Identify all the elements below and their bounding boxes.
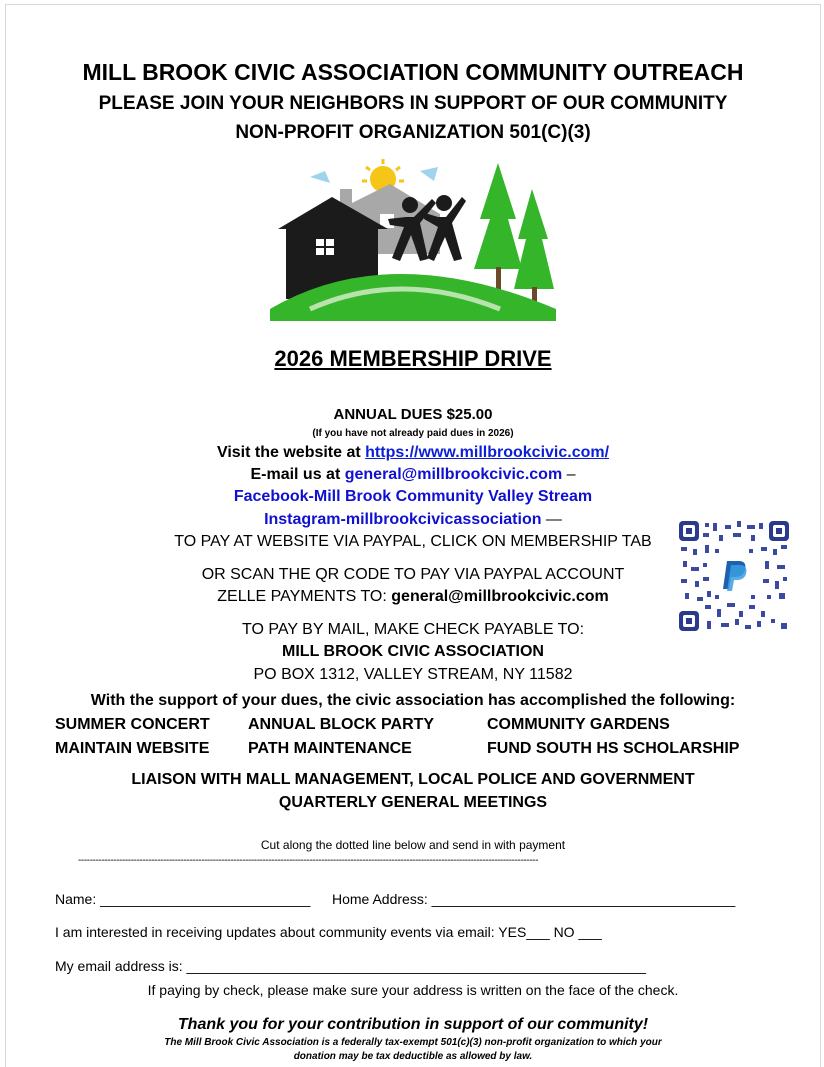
check-payee: MILL BROOK CIVIC ASSOCIATION xyxy=(282,643,544,660)
website-line: Visit the website at https://www.millbrookcivic.com/ xyxy=(216,444,610,461)
paypal-icon xyxy=(717,555,751,595)
list-item: SUMMER CONCERT xyxy=(55,716,210,733)
paypal-website-instruction: TO PAY AT WEBSITE VIA PAYPAL, CLICK ON MEMBERSHIP TAB xyxy=(174,533,652,550)
instagram-link[interactable]: Instagram-millbrookcivicassociation xyxy=(264,511,542,528)
check-note: If paying by check, please make sure your address is written on the face of the check. xyxy=(147,982,679,998)
website-link[interactable]: https://www.millbrookcivic.com/ xyxy=(365,444,610,461)
cut-line: ------------------------------------------------------------------------------------------------------------------------------------------------------------- xyxy=(78,855,539,866)
email-link[interactable]: general@millbrookcivic.com xyxy=(344,466,563,483)
zelle-line: ZELLE PAYMENTS TO: general@millbrookcivic.com xyxy=(217,588,609,605)
email-updates-field[interactable]: I am interested in receiving updates about community events via email: YES___ NO ___ xyxy=(55,924,602,940)
mailing-address: PO BOX 1312, VALLEY STREAM, NY 11582 xyxy=(253,666,573,683)
email-address-field[interactable]: My email address is: ___________________________________________________________ xyxy=(55,958,646,974)
annual-dues: ANNUAL DUES $25.00 xyxy=(333,406,493,423)
qr-instruction: OR SCAN THE QR CODE TO PAY VIA PAYPAL ACCOUNT xyxy=(201,566,625,583)
org-title: MILL BROOK CIVIC ASSOCIATION COMMUNITY OUTREACH xyxy=(82,59,744,85)
email-line: E-mail us at general@millbrookcivic.com – xyxy=(250,466,576,483)
liaison-line: LIAISON WITH MALL MANAGEMENT, LOCAL POLICE AND GOVERNMENT xyxy=(131,771,695,788)
tax-disclaimer-cont: donation may be tax deductible as allowed by law. xyxy=(293,1051,533,1062)
name-field[interactable]: Name: ___________________________ xyxy=(55,891,311,907)
accomplishments-intro: With the support of your dues, the civic association has accomplished the following: xyxy=(90,692,736,709)
community-house-logo xyxy=(270,159,556,321)
instagram-line: Instagram-millbrookcivicassociation — xyxy=(264,511,562,528)
cut-note: Cut along the dotted line below and send in with payment xyxy=(260,838,566,852)
sun-icon xyxy=(310,159,438,192)
list-item: PATH MAINTENANCE xyxy=(248,740,412,757)
org-subtitle: PLEASE JOIN YOUR NEIGHBORS IN SUPPORT OF OUR COMMUNITY xyxy=(98,93,728,114)
home-address-field[interactable]: Home Address: _______________________________________ xyxy=(332,891,736,907)
tax-disclaimer: The Mill Brook Civic Association is a federally tax-exempt 501(c)(3) non-profit organization to which your xyxy=(164,1037,662,1048)
meetings-line: QUARTERLY GENERAL MEETINGS xyxy=(278,794,548,811)
list-item: ANNUAL BLOCK PARTY xyxy=(248,716,435,733)
nonprofit-line: NON-PROFIT ORGANIZATION 501(C)(3) xyxy=(235,122,591,143)
facebook-link[interactable]: Facebook-Mill Brook Community Valley Stream xyxy=(233,488,593,505)
list-item: MAINTAIN WEBSITE xyxy=(55,740,210,757)
list-item: FUND SOUTH HS SCHOLARSHIP xyxy=(487,740,740,757)
dues-note: (If you have not already paid dues in 2026) xyxy=(312,428,514,439)
paypal-qr-code[interactable] xyxy=(677,519,791,633)
flyer-page xyxy=(5,4,821,1067)
list-item: COMMUNITY GARDENS xyxy=(487,716,670,733)
drive-title: 2026 MEMBERSHIP DRIVE xyxy=(274,346,552,371)
mail-instruction: TO PAY BY MAIL, MAKE CHECK PAYABLE TO: xyxy=(241,621,585,638)
thank-you: Thank you for your contribution in support of our community! xyxy=(177,1016,649,1033)
zelle-email: general@millbrookcivic.com xyxy=(391,588,609,605)
